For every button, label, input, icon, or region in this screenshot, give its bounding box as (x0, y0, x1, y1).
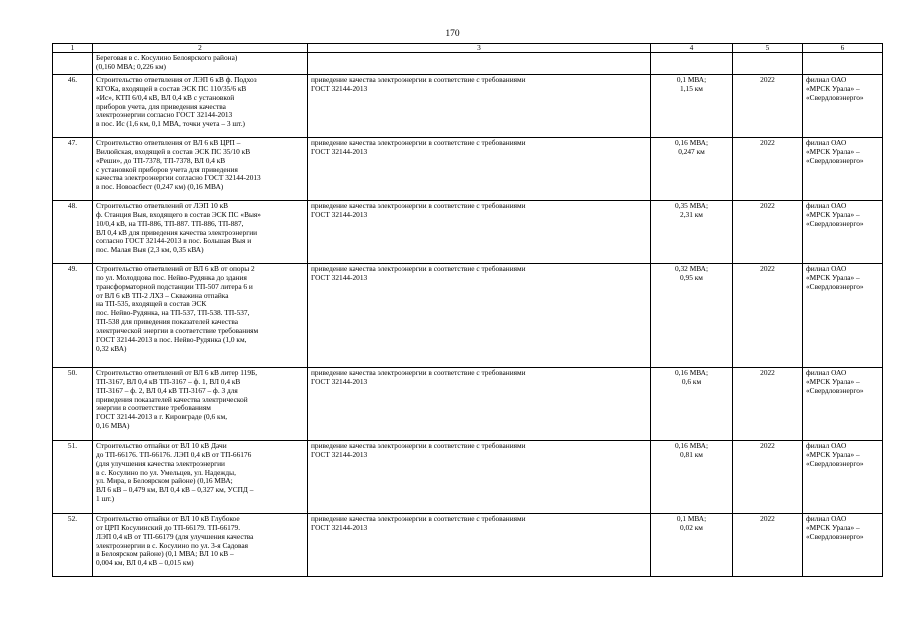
description-line: приведения показателей качества электрической (96, 394, 248, 404)
organization-line: «Свердловэнерго» (806, 281, 864, 291)
row-number-cell: 52. (53, 513, 93, 576)
description-line: Строительство ответвления от ЛЭП 6 кВ ф. Подхоз (96, 74, 257, 84)
row-number-cell: 47. (53, 137, 93, 200)
table-row (53, 200, 883, 263)
row-number-cell: 48. (53, 200, 93, 263)
organization-line: «Свердловэнерго» (806, 218, 864, 228)
investment-table (52, 43, 883, 577)
year-cell: 2022 (733, 137, 803, 200)
description-line: пос. Малая Выя (2,3 км, 0,35 кВА) (96, 245, 204, 255)
description-cell (93, 440, 308, 513)
purpose-line: приведение качества электроэнергии в соответствие с требованиями (311, 263, 526, 273)
continuation-description-cell (93, 53, 308, 75)
power-length-cell (651, 440, 733, 513)
description-line: ГОСТ 32144-2013 в пос. Нейво-Рудянка (1,0 км, (96, 335, 247, 345)
power-length-cell (651, 200, 733, 263)
row-number-cell: 50. (53, 367, 93, 440)
description-line: 0,004 км, ВЛ 0,4 кВ – 0,015 км) (96, 558, 194, 568)
description-line: электроэнергии в с. Косулино по ул. 3-я Садовая (96, 540, 249, 550)
organization-line: «Свердловэнерго» (806, 155, 864, 165)
power-line: 1,15 км (680, 83, 703, 93)
column-header-4: 4 (651, 44, 733, 53)
organization-line: «МРСК Урала» – (806, 522, 860, 532)
power-line: 0,1 МВА; (676, 513, 707, 523)
purpose-line: приведение качества электроэнергии в соответствие с требованиями (311, 440, 526, 450)
description-line: 0,16 МВА) (96, 421, 130, 431)
table-row (53, 513, 883, 576)
organization-line: «МРСК Урала» – (806, 376, 860, 386)
purpose-cell (308, 367, 651, 440)
year-cell: 2022 (733, 74, 803, 137)
table-row (53, 263, 883, 367)
organization-line: филиал ОАО (806, 263, 847, 273)
power-line: 0,95 км (680, 272, 703, 282)
description-line: в пос. Ис (1,6 км, 0,1 МВА, точки учета – 3 шт.) (96, 119, 245, 129)
description-cell (93, 137, 308, 200)
power-length-cell (651, 74, 733, 137)
purpose-cell (308, 440, 651, 513)
power-line: 0,32 МВА; (675, 263, 708, 273)
organization-line: «Свердловэнерго» (806, 385, 864, 395)
description-line: «Реши», до ТП-7378, ТП-7378, ВЛ 0,4 кВ (96, 155, 226, 165)
description-line: «Ис», КТП 6/0,4 кВ, ВЛ 0,4 кВ с установкой (96, 92, 235, 102)
row-number-cell: 49. (53, 263, 93, 367)
description-line: электроэнергии согласно ГОСТ 32144-2013 (96, 110, 233, 120)
table-row (53, 137, 883, 200)
description-line: приборов учета, для приведения качества (96, 101, 226, 111)
continuation-year-cell (733, 53, 803, 75)
description-line: энергии в соответствие требованиям (96, 403, 211, 413)
row-number-cell: 46. (53, 74, 93, 137)
purpose-line: ГОСТ 32144-2013 (311, 449, 368, 459)
purpose-line: приведение качества электроэнергии в соответствие с требованиями (311, 367, 526, 377)
description-line: Строительство отпайки от ВЛ 10 кВ Глубокое (96, 513, 240, 523)
organization-cell (803, 513, 883, 576)
description-line: ВЛ 0,4 кВ для приведения качества электроэнергии (96, 227, 258, 237)
year-cell: 2022 (733, 513, 803, 576)
table-row (53, 440, 883, 513)
description-line: (0,160 МВА; 0,226 км) (96, 61, 166, 71)
power-line: 0,16 МВА; (675, 367, 708, 377)
column-header-3: 3 (308, 44, 651, 53)
power-line: 0,16 МВА; (675, 137, 708, 147)
organization-line: филиал ОАО (806, 440, 847, 450)
organization-cell (803, 200, 883, 263)
description-line: в Белоярском районе) (0,1 МВА; ВЛ 10 кВ – (96, 549, 234, 559)
description-line: ЛЭП 0,4 кВ от ТП-66179 (для улучшения качества (96, 531, 254, 541)
column-header-1: 1 (53, 44, 93, 53)
description-line: Строительство ответвлений от ЛЭП 10 кВ (96, 200, 229, 210)
power-line: 0,81 км (680, 449, 703, 459)
description-line: ТП-538 для приведения показателей качества (96, 317, 238, 327)
organization-line: «МРСК Урала» – (806, 449, 860, 459)
organization-cell (803, 263, 883, 367)
column-header-2: 2 (93, 44, 308, 53)
description-cell (93, 513, 308, 576)
power-line: 2,31 км (680, 209, 703, 219)
purpose-cell (308, 263, 651, 367)
table-row (53, 74, 883, 137)
purpose-line: ГОСТ 32144-2013 (311, 272, 368, 282)
power-line: 0,247 км (678, 146, 705, 156)
description-line: 1 шт.) (96, 494, 115, 504)
year-cell: 2022 (733, 440, 803, 513)
purpose-line: приведение качества электроэнергии в соответствие с требованиями (311, 137, 526, 147)
purpose-line: приведение качества электроэнергии в соответствие с требованиями (311, 74, 526, 84)
year-cell: 2022 (733, 263, 803, 367)
description-line: от ЦРП Косулинский до ТП-66179. ТП-66179. (96, 522, 241, 532)
purpose-cell (308, 137, 651, 200)
purpose-line: ГОСТ 32144-2013 (311, 522, 368, 532)
description-cell (93, 367, 308, 440)
description-line: до ТП-66176. ТП-66176. ЛЭП 0,4 кВ от ТП-66176 (96, 449, 252, 459)
column-header-5: 5 (733, 44, 803, 53)
power-line: 0,16 МВА; (675, 440, 708, 450)
purpose-cell (308, 200, 651, 263)
continuation-power-cell (651, 53, 733, 75)
description-cell (93, 263, 308, 367)
description-line: на ТП-535, входящей в состав ЭСК (96, 299, 207, 309)
organization-line: филиал ОАО (806, 367, 847, 377)
organization-cell (803, 74, 883, 137)
power-line: 0,35 МВА; (675, 200, 708, 210)
organization-line: «МРСК Урала» – (806, 209, 860, 219)
description-line: Береговая в с. Косулино Белоярского района) (96, 53, 238, 62)
row-number-cell: 51. (53, 440, 93, 513)
organization-line: «МРСК Урала» – (806, 272, 860, 282)
power-line: 0,1 МВА; (676, 74, 707, 84)
description-line: в с. Косулино по ул. Умельцев, ул. Надежды, (96, 467, 236, 477)
description-line: с установкой приборов учета для приведения (96, 164, 238, 174)
column-header-6: 6 (803, 44, 883, 53)
continuation-org-cell (803, 53, 883, 75)
description-line: Строительство ответвлений от ВЛ 6 кВ литер 119Б, (96, 367, 258, 377)
continuation-purpose-cell (308, 53, 651, 75)
power-length-cell (651, 513, 733, 576)
column-number-row (53, 44, 883, 53)
table-row (53, 367, 883, 440)
description-cell (93, 200, 308, 263)
year-cell: 2022 (733, 200, 803, 263)
organization-line: «Свердловэнерго» (806, 531, 864, 541)
purpose-cell (308, 74, 651, 137)
description-cell (93, 74, 308, 137)
organization-line: филиал ОАО (806, 513, 847, 523)
organization-line: филиал ОАО (806, 137, 847, 147)
year-cell: 2022 (733, 367, 803, 440)
organization-line: «Свердловэнерго» (806, 92, 864, 102)
power-length-cell (651, 263, 733, 367)
description-line: Строительство ответвлений от ВЛ 6 кВ от опоры 2 (96, 263, 255, 273)
description-line: Строительство ответвления от ВЛ 6 кВ ЦРП – (96, 137, 241, 147)
description-line: 10/0,4 кВ, на ТП-886, ТП-887. ТП-886, ТП-887, (96, 218, 244, 228)
organization-cell (803, 440, 883, 513)
organization-line: «МРСК Урала» – (806, 83, 860, 93)
continuation-row (53, 53, 883, 75)
power-length-cell (651, 367, 733, 440)
organization-cell (803, 367, 883, 440)
purpose-line: ГОСТ 32144-2013 (311, 209, 368, 219)
purpose-line: приведение качества электроэнергии в соответствие с требованиями (311, 200, 526, 210)
page-number: 170 (445, 29, 460, 39)
description-line: ф. Станция Выя, входящего в состав ЭСК ПС «Выя» (96, 209, 261, 219)
purpose-line: ГОСТ 32144-2013 (311, 83, 368, 93)
description-line: качества электроэнергии согласно ГОСТ 32144-2013 (96, 173, 261, 183)
description-line: ул. Мира, в Белоярском районе) (0,16 МВА; (96, 476, 233, 486)
organization-line: филиал ОАО (806, 200, 847, 210)
description-line: трансформаторной подстанции ТП-507 литера 6 и (96, 281, 253, 291)
power-length-cell (651, 137, 733, 200)
description-line: ВЛ 6 кВ – 0,479 км, ВЛ 0,4 кВ – 0,327 км, УСПД – (96, 485, 254, 495)
purpose-line: ГОСТ 32144-2013 (311, 376, 368, 386)
description-line: (для улучшения качества электроэнергии (96, 458, 225, 468)
power-line: 0,6 км (681, 376, 702, 386)
description-line: согласно ГОСТ 32144-2013 в пос. Большая Выя и (96, 236, 252, 246)
power-line: 0,02 км (680, 522, 703, 532)
organization-line: филиал ОАО (806, 74, 847, 84)
description-line: электрической энергии в соответствие требованиям (96, 326, 259, 336)
purpose-line: ГОСТ 32144-2013 (311, 146, 368, 156)
description-line: от ВЛ 6 кВ ТП-2 ЛХЗ – Скважина отпайка (96, 290, 229, 300)
purpose-line: приведение качества электроэнергии в соответствие с требованиями (311, 513, 526, 523)
purpose-cell (308, 513, 651, 576)
description-line: ГОСТ 32144-2013 в г. Кировграде (0,6 км, (96, 412, 228, 422)
description-line: КГОКа, входящей в состав ЭСК ПС 110/35/6 кВ (96, 83, 247, 93)
description-line: в пос. Новоасбест (0,247 км) (0,16 МВА) (96, 182, 224, 192)
organization-line: «МРСК Урала» – (806, 146, 860, 156)
description-line: Строительство отпайки от ВЛ 10 кВ Дачи (96, 440, 227, 450)
description-line: Вилюйская, входящей в состав ЭСК ПС 35/10 кВ (96, 146, 251, 156)
organization-line: «Свердловэнерго» (806, 458, 864, 468)
description-line: ТП-3167, ВЛ 0,4 кВ ТП-3167 – ф. 1, ВЛ 0,4 кВ (96, 376, 241, 386)
organization-cell (803, 137, 883, 200)
description-line: пос. Нейво-Рудянка, на ТП-537, ТП-538. ТП-537, (96, 308, 250, 318)
continuation-num-cell (53, 53, 93, 75)
description-line: 0,32 кВА) (96, 343, 127, 353)
description-line: ТП-3167 – ф. 2, ВЛ 0,4 кВ ТП-3167 – ф. 3 для (96, 385, 238, 395)
description-line: по ул. Молодцова пос. Нейво-Рудянка до здания (96, 272, 247, 282)
